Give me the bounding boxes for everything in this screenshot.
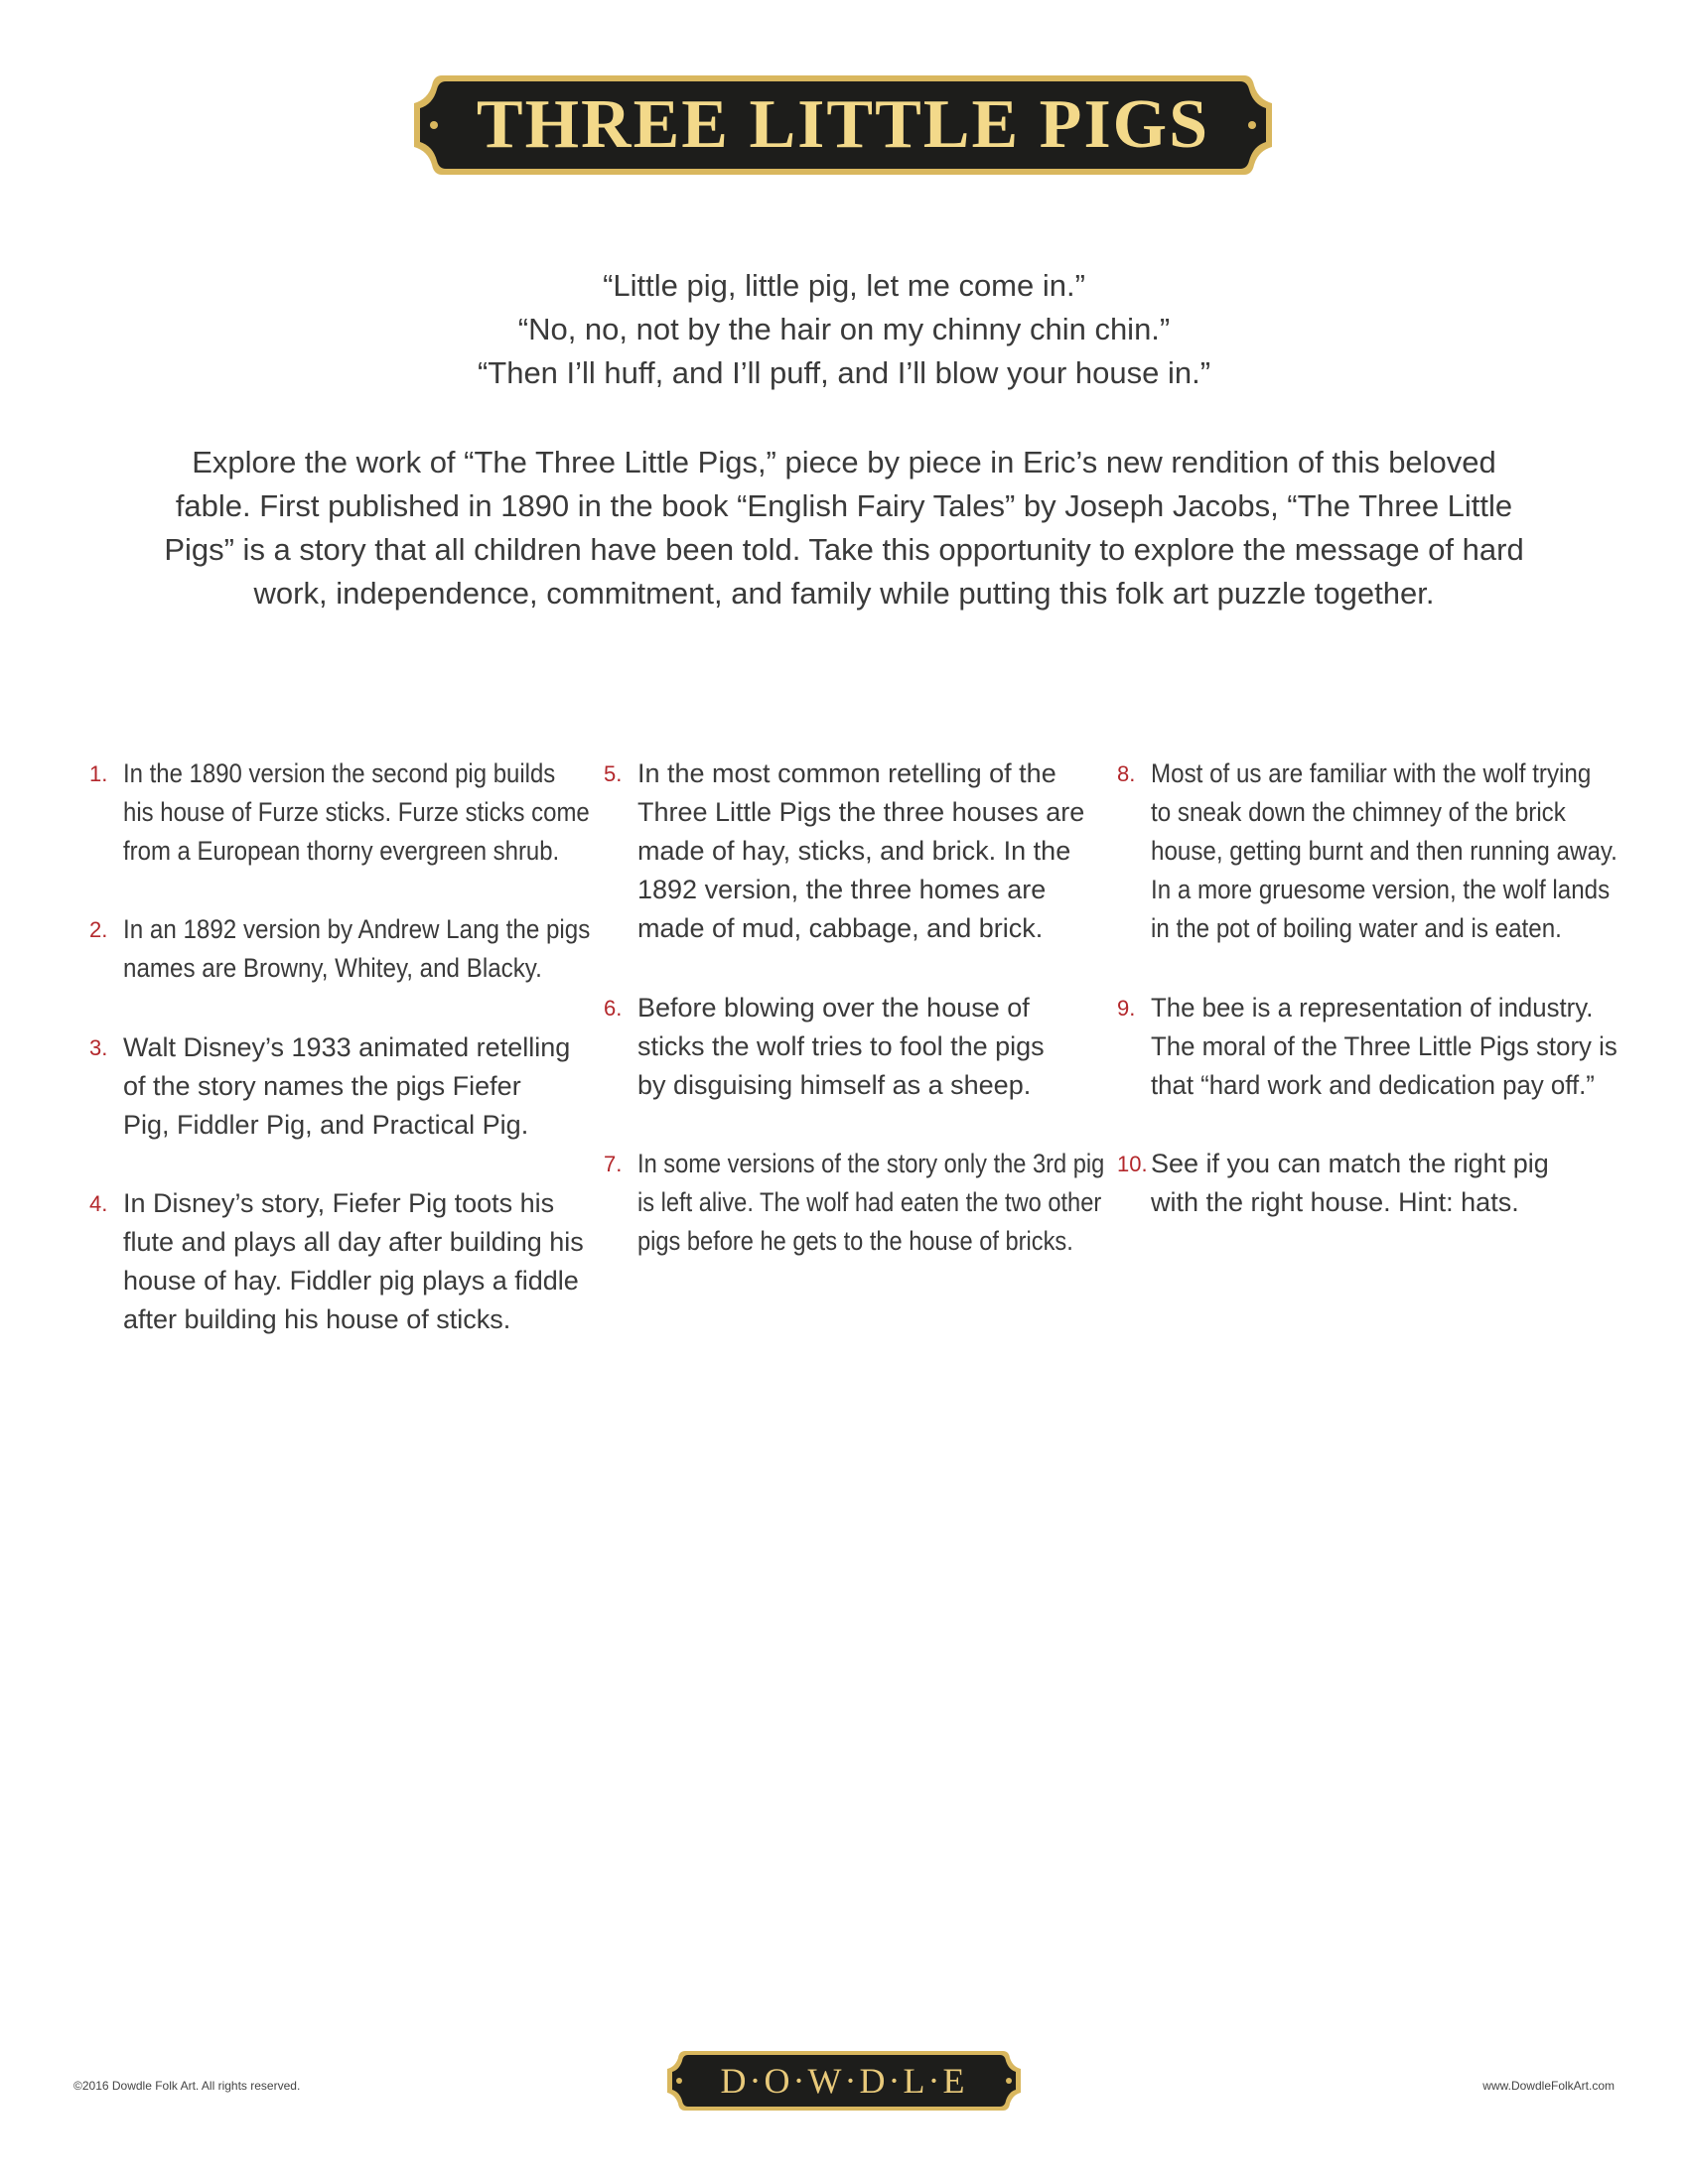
- fact-number: 8.: [1117, 761, 1136, 786]
- fact-number: 10.: [1117, 1152, 1148, 1176]
- fact-text: [637, 1145, 1105, 1261]
- fact-line: In the most common retelling of the: [637, 758, 1056, 788]
- fact-number: 4.: [89, 1191, 108, 1216]
- fact-text: [1151, 754, 1618, 948]
- fact-line: to sneak down the chimney of the brick: [1151, 797, 1566, 827]
- fact-line: Walt Disney’s 1933 animated retelling: [123, 1032, 571, 1062]
- fact-line: made of mud, cabbage, and brick.: [637, 913, 1044, 943]
- fact-line: house, getting burnt and then running away.: [1151, 836, 1618, 866]
- fact-line: by disguising himself as a sheep.: [637, 1070, 1032, 1100]
- fact-line: In the 1890 version the second pig builds: [123, 758, 556, 788]
- fact-line: The bee is a representation of industry.: [1151, 993, 1594, 1023]
- fact-line: with the right house. Hint: hats.: [1151, 1187, 1519, 1217]
- quote-line: “Little pig, little pig, let me come in.”: [603, 268, 1085, 303]
- facts-list: [89, 754, 1618, 1370]
- fact-line: See if you can match the right pig: [1151, 1149, 1549, 1178]
- intro-line: work, independence, commitment, and family while putting this folk art puzzle together.: [253, 576, 1435, 611]
- page-title: THREE LITTLE PIGS: [476, 86, 1210, 163]
- fact-line: In an 1892 version by Andrew Lang the pigs: [123, 914, 591, 944]
- fact-line: names are Browny, Whitey, and Blacky.: [123, 953, 542, 983]
- fact-text: [637, 989, 1074, 1105]
- fact-text: [1151, 1145, 1588, 1222]
- fact-line: In a more gruesome version, the wolf lands: [1151, 875, 1611, 904]
- fact-line: Most of us are familiar with the wolf trying: [1151, 758, 1592, 788]
- fact-line: In Disney’s story, Fiefer Pig toots his: [123, 1188, 555, 1218]
- fact-text: [123, 1184, 584, 1339]
- fact-line: after building his house of sticks.: [123, 1304, 511, 1334]
- fact-line: his house of Furze sticks. Furze sticks come: [123, 797, 590, 827]
- fact-line: of the story names the pigs Fiefer: [123, 1071, 521, 1101]
- fact-line: The moral of the Three Little Pigs story is: [1151, 1031, 1618, 1061]
- fact-line: made of hay, sticks, and brick. In the: [637, 836, 1071, 866]
- fact-line: Before blowing over the house of: [637, 993, 1030, 1023]
- intro-line: fable. First published in 1890 in the book “English Fairy Tales” by Joseph Jacobs, “The Three Little: [175, 488, 1513, 523]
- quote-block: [149, 264, 1539, 395]
- fact-line: flute and plays all day after building his: [123, 1227, 584, 1257]
- copyright-notice: ©2016 Dowdle Folk Art. All rights reserved.: [73, 2079, 301, 2093]
- fact-line: 1892 version, the three homes are: [637, 875, 1047, 904]
- dowdle-logo[interactable]: [665, 2049, 1023, 2113]
- fact-text: [123, 1028, 571, 1145]
- website-link[interactable]: www.DowdleFolkArt.com: [1482, 2079, 1615, 2093]
- fact-line: sticks the wolf tries to fool the pigs: [637, 1031, 1045, 1061]
- fact-line: is left alive. The wolf had eaten the two other: [637, 1187, 1102, 1217]
- quote-line: “Then I’ll huff, and I’ll puff, and I’ll blow your house in.”: [477, 355, 1211, 390]
- fact-number: 5.: [604, 761, 623, 786]
- fact-line: that “hard work and dedication pay off.”: [1151, 1070, 1595, 1100]
- fact-number: 6.: [604, 996, 623, 1021]
- intro-line: Explore the work of “The Three Little Pigs,” piece by piece in Eric’s new rendition of this beloved: [192, 445, 1496, 479]
- fact-line: In some versions of the story only the 3rd pig: [637, 1149, 1105, 1178]
- fact-line: house of hay. Fiddler pig plays a fiddle: [123, 1266, 579, 1296]
- logo-text: D·O·W·D·L·E: [720, 2061, 968, 2101]
- fact-text: [1151, 989, 1618, 1105]
- intro-paragraph: [149, 441, 1539, 615]
- fact-line: in the pot of boiling water and is eaten.: [1151, 913, 1562, 943]
- fact-number: 9.: [1117, 996, 1136, 1021]
- fact-text: [123, 910, 591, 988]
- fact-number: 1.: [89, 761, 108, 786]
- fact-number: 7.: [604, 1152, 623, 1176]
- fact-number: 2.: [89, 917, 108, 942]
- fact-line: from a European thorny evergreen shrub.: [123, 836, 560, 866]
- fact-text: [123, 754, 590, 871]
- intro-line: Pigs” is a story that all children have been told. Take this opportunity to explore the message of hard: [164, 532, 1524, 567]
- fact-number: 3.: [89, 1035, 108, 1060]
- fact-line: pigs before he gets to the house of bricks.: [637, 1226, 1073, 1256]
- quote-line: “No, no, not by the hair on my chinny chin chin.”: [517, 312, 1171, 346]
- title-banner: [412, 73, 1274, 177]
- fact-text: [637, 754, 1085, 948]
- fact-line: Three Little Pigs the three houses are: [637, 797, 1085, 827]
- fact-line: Pig, Fiddler Pig, and Practical Pig.: [123, 1110, 529, 1140]
